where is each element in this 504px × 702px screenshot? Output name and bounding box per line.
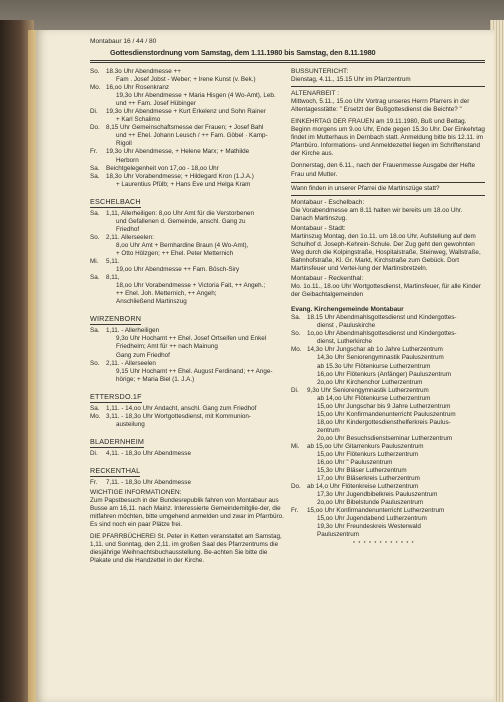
schedule-entry (291, 387, 485, 443)
library-text: DIE PFARRBÜCHEREI St. Peter in Ketten veranstaltet am Samstag, 1,11. und Sonntag, den 2,11. im großen Saal des Pfarrzentrums die diesjährige Weihnachtsbuchausstellung. Be-achten Sie bitte die Plakate und die Handzettel in der Kirche. (90, 533, 282, 565)
entry-continuation: ab 14,oo Uhr Flötenkurse Lutherzentrum (317, 394, 431, 402)
entry-text (307, 443, 485, 483)
entry-line: 18,3o Uhr Vorabendmesse; + Hildegard Kron (1.J.A.) (106, 172, 254, 180)
entry-text (106, 405, 286, 413)
page-title: Gottesdienstordnung vom Samstag, dem 1.11.1980 bis Samstag, den 8.11.1980 (110, 48, 376, 57)
entry-text (307, 330, 485, 346)
entry-line: 1,11, Allerheiligen: 8,oo Uhr Amt für die Verstorbenen (106, 209, 254, 217)
entry-day: Mo. (291, 346, 302, 354)
page-number: Montabaur 16 / 44 / 80 (90, 38, 157, 45)
entry-continuation: und ++ Ehel. Johann Leusch / ++ Fam. Göbel · Kamp- (116, 132, 268, 140)
entry-continuation: 17,3o Uhr Jugendbibelkreis Pauluszentrum (317, 491, 438, 499)
entry-day: So. (90, 359, 100, 367)
entry-day: So. (90, 233, 100, 241)
schedule-entry (90, 479, 286, 487)
schedule-entry (90, 124, 286, 148)
entry-day: Di. (90, 449, 98, 457)
entry-line: 5,11. (106, 258, 120, 266)
entry-continuation: 15,oo Uhr Jungschar bis 9 Jahre Lutherzentrum (317, 402, 451, 410)
entry-text (106, 165, 286, 173)
desk-background (0, 0, 504, 34)
entry-line: 14,3o Uhr Jungschar ab 1o Jahre Lutherzentrum (307, 346, 443, 354)
schedule-entry (90, 258, 286, 274)
entry-line: 19,3o Uhr Abendmesse + Kurt Erkelenz und Sohn Rainer (106, 108, 266, 116)
entry-text (307, 314, 485, 330)
entry-day: Sa. (90, 327, 100, 335)
entry-day: Do. (291, 483, 301, 491)
eschelbach-martin-text: Die Vorabendmesse am 8.11 halten wir bereits um 18.oo Uhr. Danach Martinszug. (291, 206, 463, 222)
buss-heading: BUSSUNTERICHT: (291, 68, 349, 75)
entry-line: 2,11. Allerseelen: (106, 233, 154, 241)
entry-line: ab 14,o Uhr Flötenkreise Lutherzentrum (307, 483, 419, 491)
entry-text (106, 234, 286, 258)
reckenthal-martin-heading: Montabaur - Reckenthal: (291, 275, 364, 283)
entry-continuation: 16,oo Uhr " Pauluszentrum (317, 459, 393, 467)
eschelbach-martin-heading: Montabaur - Eschelbach: (291, 198, 365, 206)
einkehrtag-text: EINKEHRTAG DER FRAUEN am 19.11.1980, Buß und Bettag. Beginn morgens um 9.oo Uhr, Ende gegen 15.3o Uhr. Der Einkehrtag findet im Mutterhaus in Dernbach statt. Anmeldung bitte bis 12.11. im Pfarrbüro. Informations- und Anmeldezettel liegen im Schriftenstand der Kirche aus. (291, 118, 485, 158)
entry-day: Fr. (291, 507, 299, 515)
entry-continuation: Friedhof (116, 225, 140, 233)
entry-text (106, 68, 286, 84)
entry-continuation: + Otto Hölzgen; ++ Ehel. Peter Metternich (116, 249, 234, 257)
info-text: Zum Papstbesuch in der Bundesrepublik fahren von Montabaur aus Busse am 16,11. nach Mainz. Interessierte Gemeindemitglie-der, die mitfahren möchten, bitte umgehend anmelden und zwar im Pfarrbüro. Es sind noch ein paar Plätze frei. (90, 497, 284, 529)
entry-day: Di. (291, 386, 299, 394)
entry-continuation: dienst , Pauluskirche (317, 322, 376, 330)
entry-day: Sa. (90, 274, 100, 282)
entry-line: 1o,oo Uhr Abendmahlsgottesdienst und Kindergottes- (307, 330, 457, 338)
entry-day: Mo. (90, 84, 101, 92)
schedule-entry (291, 314, 485, 330)
entry-day: Do. (90, 124, 100, 132)
entry-continuation: Rigoll (116, 140, 132, 148)
schedule-entry (90, 405, 286, 413)
entry-continuation: 19,oo Uhr Abendmesse ++ Fam. Bösch-Siry (116, 266, 240, 274)
entry-line: Beichtgelegenheit von 17,oo - 18,oo Uhr (106, 164, 219, 172)
entry-continuation: 18,oo Uhr Kindergottesdiensthelferkreis Paulus- (317, 418, 451, 426)
section-heading-reckenthal: RECKENTHAL (90, 467, 140, 477)
entry-continuation: + Laurentius Pfülb; + Hans Eve und Helga Kram (116, 180, 251, 188)
entry-line: 1,11. - Allerheiligen (106, 327, 160, 335)
entry-text (106, 108, 286, 124)
entry-line: 19,3o Uhr Abendmesse, + Helene Marx; + Mathilde (106, 148, 250, 156)
entry-line: 4,11. - 18,3o Uhr Abendmesse (106, 449, 191, 457)
entry-text (106, 327, 286, 359)
section-heading-ettersdorf: ETTERSDO.1F (90, 393, 142, 403)
entry-continuation: ++ Ehel. Joh. Metternich, ++ Angeh; (116, 290, 217, 298)
hefte-text: Donnerstag, den 6.11., nach der Frauenmesse Ausgabe der Hefte Frau und Mutter. (291, 162, 476, 178)
altenarbeit-heading: ALTENARBEIT : (291, 90, 340, 98)
entry-line: 3,11. - 18,3o Uhr Wortgottesdienst, mit Kommunion- (106, 412, 252, 420)
entry-line: 1,11. - 14,oo Uhr Andacht, anschl. Gang zum Friedhof (106, 404, 257, 412)
entry-text (307, 507, 485, 539)
bulletin-page (36, 30, 494, 702)
schedule-entry (90, 327, 286, 359)
entry-day: So. (291, 330, 301, 338)
entry-continuation: und Gefallenen d. Gemeinde, anschl. Gang zu (116, 217, 246, 225)
entry-text (307, 387, 485, 443)
title-rule-bottom (90, 62, 485, 63)
entry-day: Mo. (90, 412, 101, 420)
entry-text (106, 210, 286, 234)
entry-day: Mi. (291, 442, 300, 450)
entry-text (307, 483, 485, 507)
entry-text (106, 360, 286, 384)
entry-continuation: Herborn (116, 156, 139, 164)
schedule-entry (90, 165, 286, 173)
schedule-entry (90, 68, 286, 84)
entry-continuation: dienst, Lutherkirche (317, 338, 372, 346)
entry-day: Di. (90, 108, 98, 116)
montabaur-services (90, 68, 286, 189)
entry-continuation: + Karl Schalimo (116, 116, 161, 124)
entry-day: Sa. (90, 164, 100, 172)
evang-services (291, 314, 485, 539)
martinszug-question: Wann finden in unserer Pfarrei die Martinszüge statt? (291, 184, 440, 192)
title-rule-top (90, 60, 485, 61)
entry-continuation: 15,3o Uhr Bläser Lutherzentrum (317, 467, 407, 475)
entry-continuation: und ++ Fam. Josef Hübinger (116, 100, 196, 108)
entry-line: 2,11. - Allerseelen (106, 359, 156, 367)
reckenthal-services (90, 479, 286, 487)
schedule-entry (90, 148, 286, 164)
entry-text (106, 148, 286, 164)
entry-line: 18.15 Uhr Abendmahlsgottesdienst und Kindergottes- (307, 314, 457, 322)
wirzenborn-services (90, 327, 286, 383)
schedule-entry (90, 234, 286, 258)
entry-continuation: 15,oo Uhr Flötenkurs Lutherzentrum (317, 451, 419, 459)
right-column (291, 68, 485, 548)
schedule-entry (291, 483, 485, 507)
entry-continuation: 9,15 Uhr Hochamt ++ Ehel. August Ferdinand; ++ Ange- (116, 367, 273, 375)
eschelbach-services (90, 210, 286, 307)
entry-continuation: 19,3o Uhr Abendmesse + Maria Hisgen (4 Wo-Amt), Leb. (116, 92, 276, 100)
entry-line: ab 15,oo Uhr Gitarrenkurs Pauluszentrum (307, 442, 424, 450)
entry-continuation: zentrum (317, 426, 340, 434)
schedule-entry (90, 210, 286, 234)
stadt-martin-text: Martinszug Montag, den 1o.11. um 18.oo Uhr, Aufstellung auf dem Schulhof d. Joseph-Kehrein-Schule. Der Zug geht den gewohnten Weg durch die Kolpingstraße, Hospitalstraße, Steinweg, Wallstraße, Bahnhofstraße, Kl. Gr. Markt, Kirchstraße zum Gebück. Dort Martinsfeuer und Vertei-lung der Martinsbretzeln. (291, 232, 481, 272)
entry-day: Sa. (291, 314, 301, 322)
section-heading-bladernheim: BLADERNHEIM (90, 438, 144, 448)
schedule-entry (291, 330, 485, 346)
entry-continuation: Friedhelm; Amt für ++ nach Mainung (116, 343, 218, 351)
entry-continuation: 2o,oo Uhr Bibelstunde Pauluszentrum (317, 499, 424, 507)
entry-text (106, 124, 286, 148)
entry-continuation: 15,oo Uhr Konfirmandenunterricht Pauluszentrum (317, 410, 456, 418)
entry-day: Fr. (90, 479, 98, 487)
entry-day: Mi. (90, 258, 99, 266)
entry-continuation: austeilung (116, 420, 145, 428)
schedule-entry (90, 108, 286, 124)
reckenthal-martin-text: Mo. 1o.11., 18.oo Uhr Wortgottesdienst, Martinsfeuer, für alle Kinder der Geibachtalgemeinden (291, 283, 481, 299)
schedule-entry (291, 507, 485, 539)
entry-continuation: 2o,oo Uhr Besuchsdienstseminar Lutherzentrum (317, 434, 453, 442)
entry-text (106, 84, 286, 108)
entry-continuation: 16,oo Uhr Flötenkurs (Anfänger) Pauluszentrum (317, 370, 452, 378)
entry-continuation: 14,3o Uhr Seniorengymnastik Pauluszentrum (317, 354, 444, 362)
schedule-entry (291, 443, 485, 483)
entry-line: 18.3o Uhr Abendmesse ++ (106, 68, 181, 75)
entry-text (106, 258, 286, 274)
evang-heading: Evang. Kirchengemeinde Montabaur (291, 306, 404, 314)
section-heading-eschelbach: ESCHELBACH (90, 198, 141, 208)
schedule-entry (90, 413, 286, 429)
schedule-entry (90, 84, 286, 108)
buss-text: Dienstag, 4.11., 15.15 Uhr im Pfarrzentrum (291, 76, 411, 84)
entry-line: 8,11, (106, 274, 120, 282)
entry-line: 9,3o Uhr Seniorengymnastik Lutherzentrum (307, 386, 429, 394)
schedule-entry (90, 450, 286, 458)
entry-day: Sa. (90, 209, 100, 217)
end-stars: * * * * * * * * * * * * (353, 540, 415, 547)
entry-continuation: 2o,oo Uhr Kirchenchor Lutherzentrum (317, 378, 423, 386)
entry-day: Fr. (90, 148, 98, 156)
entry-text (106, 450, 286, 458)
schedule-entry (90, 360, 286, 384)
entry-line: 8,15 Uhr Gemeinschaftsmesse der Frauen; + Josef Bahl (106, 124, 264, 132)
entry-day: Sa. (90, 172, 100, 180)
entry-text (106, 173, 286, 189)
info-heading: WICHTIGE INFORMATIONEN: (90, 489, 182, 497)
schedule-entry (90, 173, 286, 189)
entry-continuation: Anschließend Martinszug (116, 298, 187, 306)
entry-text (106, 413, 286, 429)
entry-line: 15,oo Uhr Konfirmandenunterricht Lutherzentrum (307, 507, 445, 515)
stadt-martin-heading: Montabaur - Stadt: (291, 224, 346, 232)
entry-text (307, 346, 485, 386)
entry-continuation: 15,oo Uhr Jugendabend Lutherzentrum (317, 515, 427, 523)
entry-continuation: 19,3o Uhr Freundeskreis Westerwald (317, 523, 421, 531)
altenarbeit-text: Mittwoch, 5.11., 15.oo Uhr Vortrag unseres Herrn Pfarrers in der Altentagesstätte: " Ersetzt der Bußgottesdienst die Beichte? " (291, 98, 470, 114)
entry-continuation: 8,oo Uhr Amt + Bernhardine Braun (4 Wo-Amt), (116, 241, 249, 249)
schedule-entry (90, 274, 286, 306)
entry-day: Sa. (90, 404, 100, 412)
entry-continuation: 18,oo Uhr Vorabendmesse + Victoria Fait, ++ Angeh.; (116, 282, 266, 290)
entry-continuation: Fam . Josef Jobst - Weber; + Irene Kunst (v. Bek.) (116, 76, 256, 84)
entry-continuation: 9,3o Uhr Hochamt ++ Ehel. Josef Ortseifen und Enkel (116, 335, 267, 343)
entry-continuation: 17,oo Uhr Bläserkreis Lutherzentrum (317, 475, 420, 483)
left-column (90, 68, 286, 567)
entry-day: So. (90, 68, 100, 75)
entry-continuation: Pauluszentrum (317, 531, 359, 539)
entry-continuation: Gang zum Friedhof (116, 351, 170, 359)
bladernheim-services (90, 450, 286, 458)
entry-text (106, 479, 286, 487)
entry-line: 7,11. - 18,3o Uhr Abendmesse (106, 479, 191, 487)
entry-continuation: ab 15.3o Uhr Flötenkurse Lutherzentrum (317, 362, 431, 370)
schedule-entry (291, 346, 485, 386)
section-heading-wirzenborn: WIRZENBORN (90, 315, 141, 325)
entry-text (106, 274, 286, 306)
entry-line: 16,oo Uhr Rosenkranz (106, 84, 170, 92)
entry-continuation: hörige; + Maria Biel (1. J.A.) (116, 375, 195, 383)
ettersdorf-services (90, 405, 286, 429)
